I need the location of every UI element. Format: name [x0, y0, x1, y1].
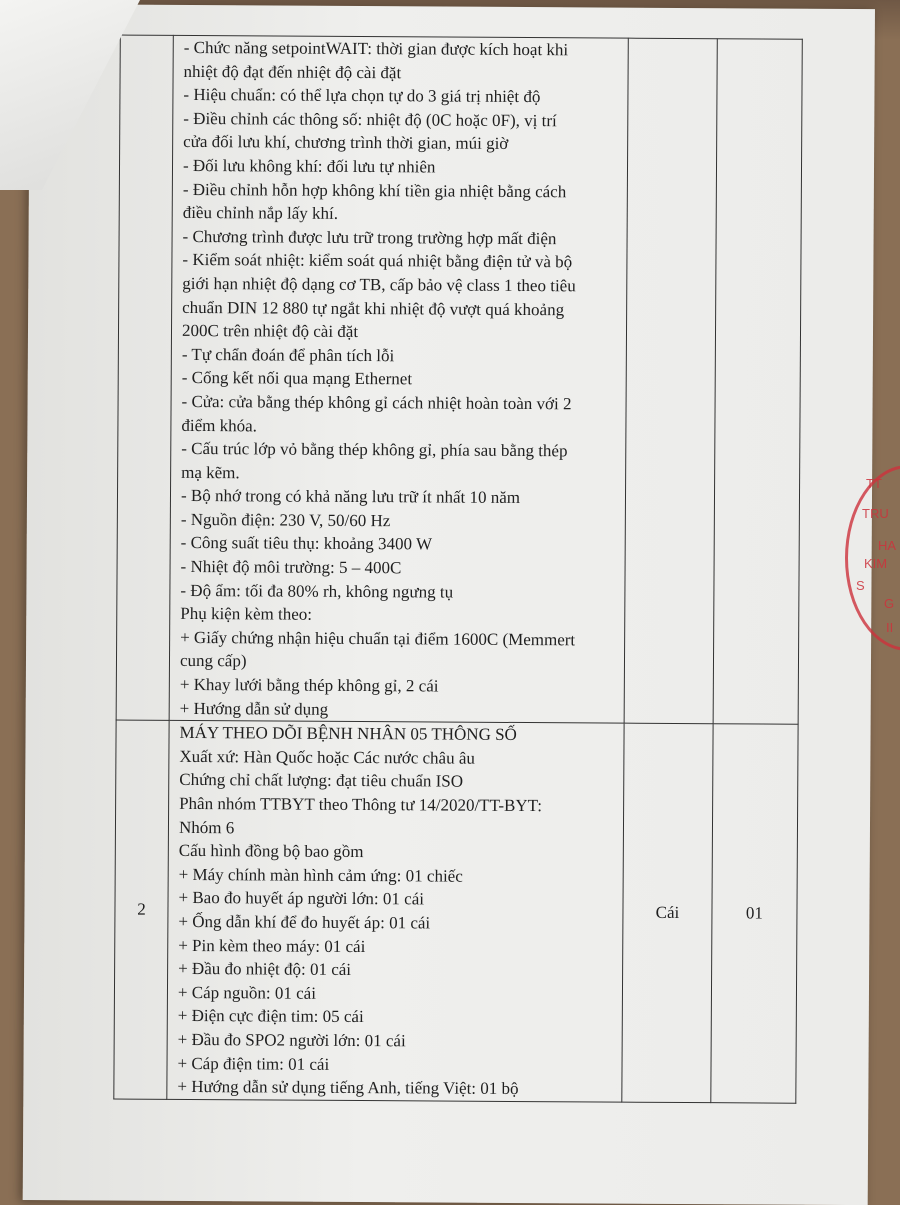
row1-line: - Bộ nhớ trong có khả năng lưu trữ ít nhất 10 năm [180, 486, 521, 508]
stamp-text-2: TRU [862, 506, 889, 521]
row1-line: - Hiệu chuẩn: có thể lựa chọn tự do 3 giá trị nhiệt độ [183, 85, 541, 107]
row1-line: - Tự chẩn đoán để phân tích lỗi [181, 344, 395, 365]
row1-line: giới hạn nhiệt độ dạng cơ TB, cấp bảo vệ class 1 theo tiêu [182, 273, 576, 296]
specification-table [113, 35, 802, 1104]
table-row-2 [114, 720, 798, 1103]
row1-line: cửa đối lưu khí, chương trình thời gian, múi giờ [183, 132, 509, 154]
row2-line: + Ống dẫn khí để đo huyết áp: 01 cái [178, 911, 431, 933]
row1-line: - Cửa: cửa bằng thép không gỉ cách nhiệt hoàn toàn với 2 [181, 391, 572, 414]
stamp-text-7: II [886, 620, 894, 635]
row2-line: + Cáp nguồn: 01 cái [177, 982, 317, 1003]
row1-stt-cell [116, 35, 173, 721]
row2-qty: 01 [745, 903, 764, 923]
stamp-text-4: KIM [864, 556, 888, 571]
row1-line: + Khay lưới bằng thép không gỉ, 2 cái [179, 674, 439, 696]
row2-line: + Cáp điện tim: 01 cái [177, 1053, 330, 1074]
row2-line: MÁY THEO DÕI BỆNH NHÂN 05 THÔNG SỐ [179, 723, 517, 745]
row1-line: - Nhiệt độ môi trường: 5 – 400C [180, 556, 402, 578]
stamp-text-1: TT [866, 476, 882, 491]
row2-description-lines [177, 721, 619, 1101]
row1-line: - Cổng kết nối qua mạng Ethernet [181, 368, 413, 389]
stamp-text-5: S [856, 578, 865, 593]
row2-line: + Hướng dẫn sử dụng tiếng Anh, tiếng Việt: 01 bộ [177, 1077, 519, 1099]
row2-line: + Đầu đo SPO2 người lớn: 01 cái [177, 1029, 406, 1051]
row1-line: cung cấp) [179, 651, 247, 671]
stamp-text-3: HA [878, 538, 897, 553]
row2-line: Cấu hình đồng bộ bao gồm [178, 841, 364, 862]
row2-unit: Cái [655, 903, 680, 923]
row2-unit-cell [622, 723, 713, 1102]
row2-line: Phân nhóm TTBYT theo Thông tư 14/2020/TT-BYT: [179, 793, 543, 816]
row1-line: - Nguồn điện: 230 V, 50/60 Hz [180, 509, 391, 531]
row2-line: + Pin kèm theo máy: 01 cái [178, 935, 366, 956]
row1-line: - Chương trình được lưu trữ trong trường hợp mất điện [182, 226, 557, 248]
row1-line: nhiệt độ đạt đến nhiệt độ cài đặt [183, 61, 402, 82]
row1-line: mạ kẽm. [181, 462, 240, 482]
row1-line: - Độ ẩm: tối đa 80% rh, không ngưng tụ [180, 580, 454, 602]
row1-line: chuẩn DIN 12 880 tự ngắt khi nhiệt độ vượt quá khoảng [182, 297, 565, 319]
table-row-1 [116, 35, 802, 724]
document-page [23, 4, 875, 1205]
row1-line: - Điều chỉnh các thông số: nhiệt độ (0C hoặc 0F), vị trí [183, 108, 557, 131]
row1-line: + Hướng dẫn sử dụng [179, 698, 329, 719]
row1-line: - Kiểm soát nhiệt: kiểm soát quá nhiệt bằng điện tử và bộ [182, 250, 573, 272]
row2-line: + Điện cực điện tim: 05 cái [177, 1006, 364, 1027]
stamp-text-6: G [884, 596, 895, 611]
row2-line: Nhóm 6 [178, 817, 235, 837]
row1-description-cell [169, 35, 628, 723]
row2-line: + Bao đo huyết áp người lớn: 01 cái [178, 888, 425, 909]
row1-line: điều chỉnh nắp lấy khí. [182, 203, 339, 224]
row1-line: - Đối lưu không khí: đối lưu tự nhiên [182, 155, 436, 177]
row2-description-cell [167, 721, 624, 1102]
row1-line: Phụ kiện kèm theo: [180, 604, 313, 624]
row1-unit-cell [624, 38, 717, 724]
row1-line: - Công suất tiêu thụ: khoảng 3400 W [180, 533, 433, 554]
row2-stt-cell [114, 720, 169, 1099]
row2-line: Xuất xứ: Hàn Quốc hoặc Các nước châu âu [179, 746, 476, 768]
row1-line: - Chức năng setpointWAIT: thời gian được kích hoạt khi [183, 37, 569, 60]
row2-line: + Đầu đo nhiệt độ: 01 cái [178, 959, 352, 980]
row1-line: + Giấy chứng nhận hiệu chuẩn tại điểm 1600C (Memmert [180, 627, 576, 650]
row2-line: + Máy chính màn hình cảm ứng: 01 chiếc [178, 864, 463, 886]
row2-qty-cell [711, 724, 798, 1103]
row1-line: - Cấu trúc lớp vỏ bằng thép không gỉ, phía sau bằng thép [181, 439, 568, 461]
row1-qty-cell [713, 39, 802, 725]
row1-description-lines [180, 36, 624, 723]
row2-line: Chứng chỉ chất lượng: đạt tiêu chuẩn ISO [179, 770, 464, 792]
row1-line: 200C trên nhiệt độ cài đặt [181, 321, 359, 342]
row1-line: điểm khóa. [181, 415, 258, 435]
row2-stt: 2 [137, 899, 146, 919]
row1-line: - Điều chỉnh hỗn hợp không khí tiền gia nhiệt bằng cách [182, 179, 567, 201]
